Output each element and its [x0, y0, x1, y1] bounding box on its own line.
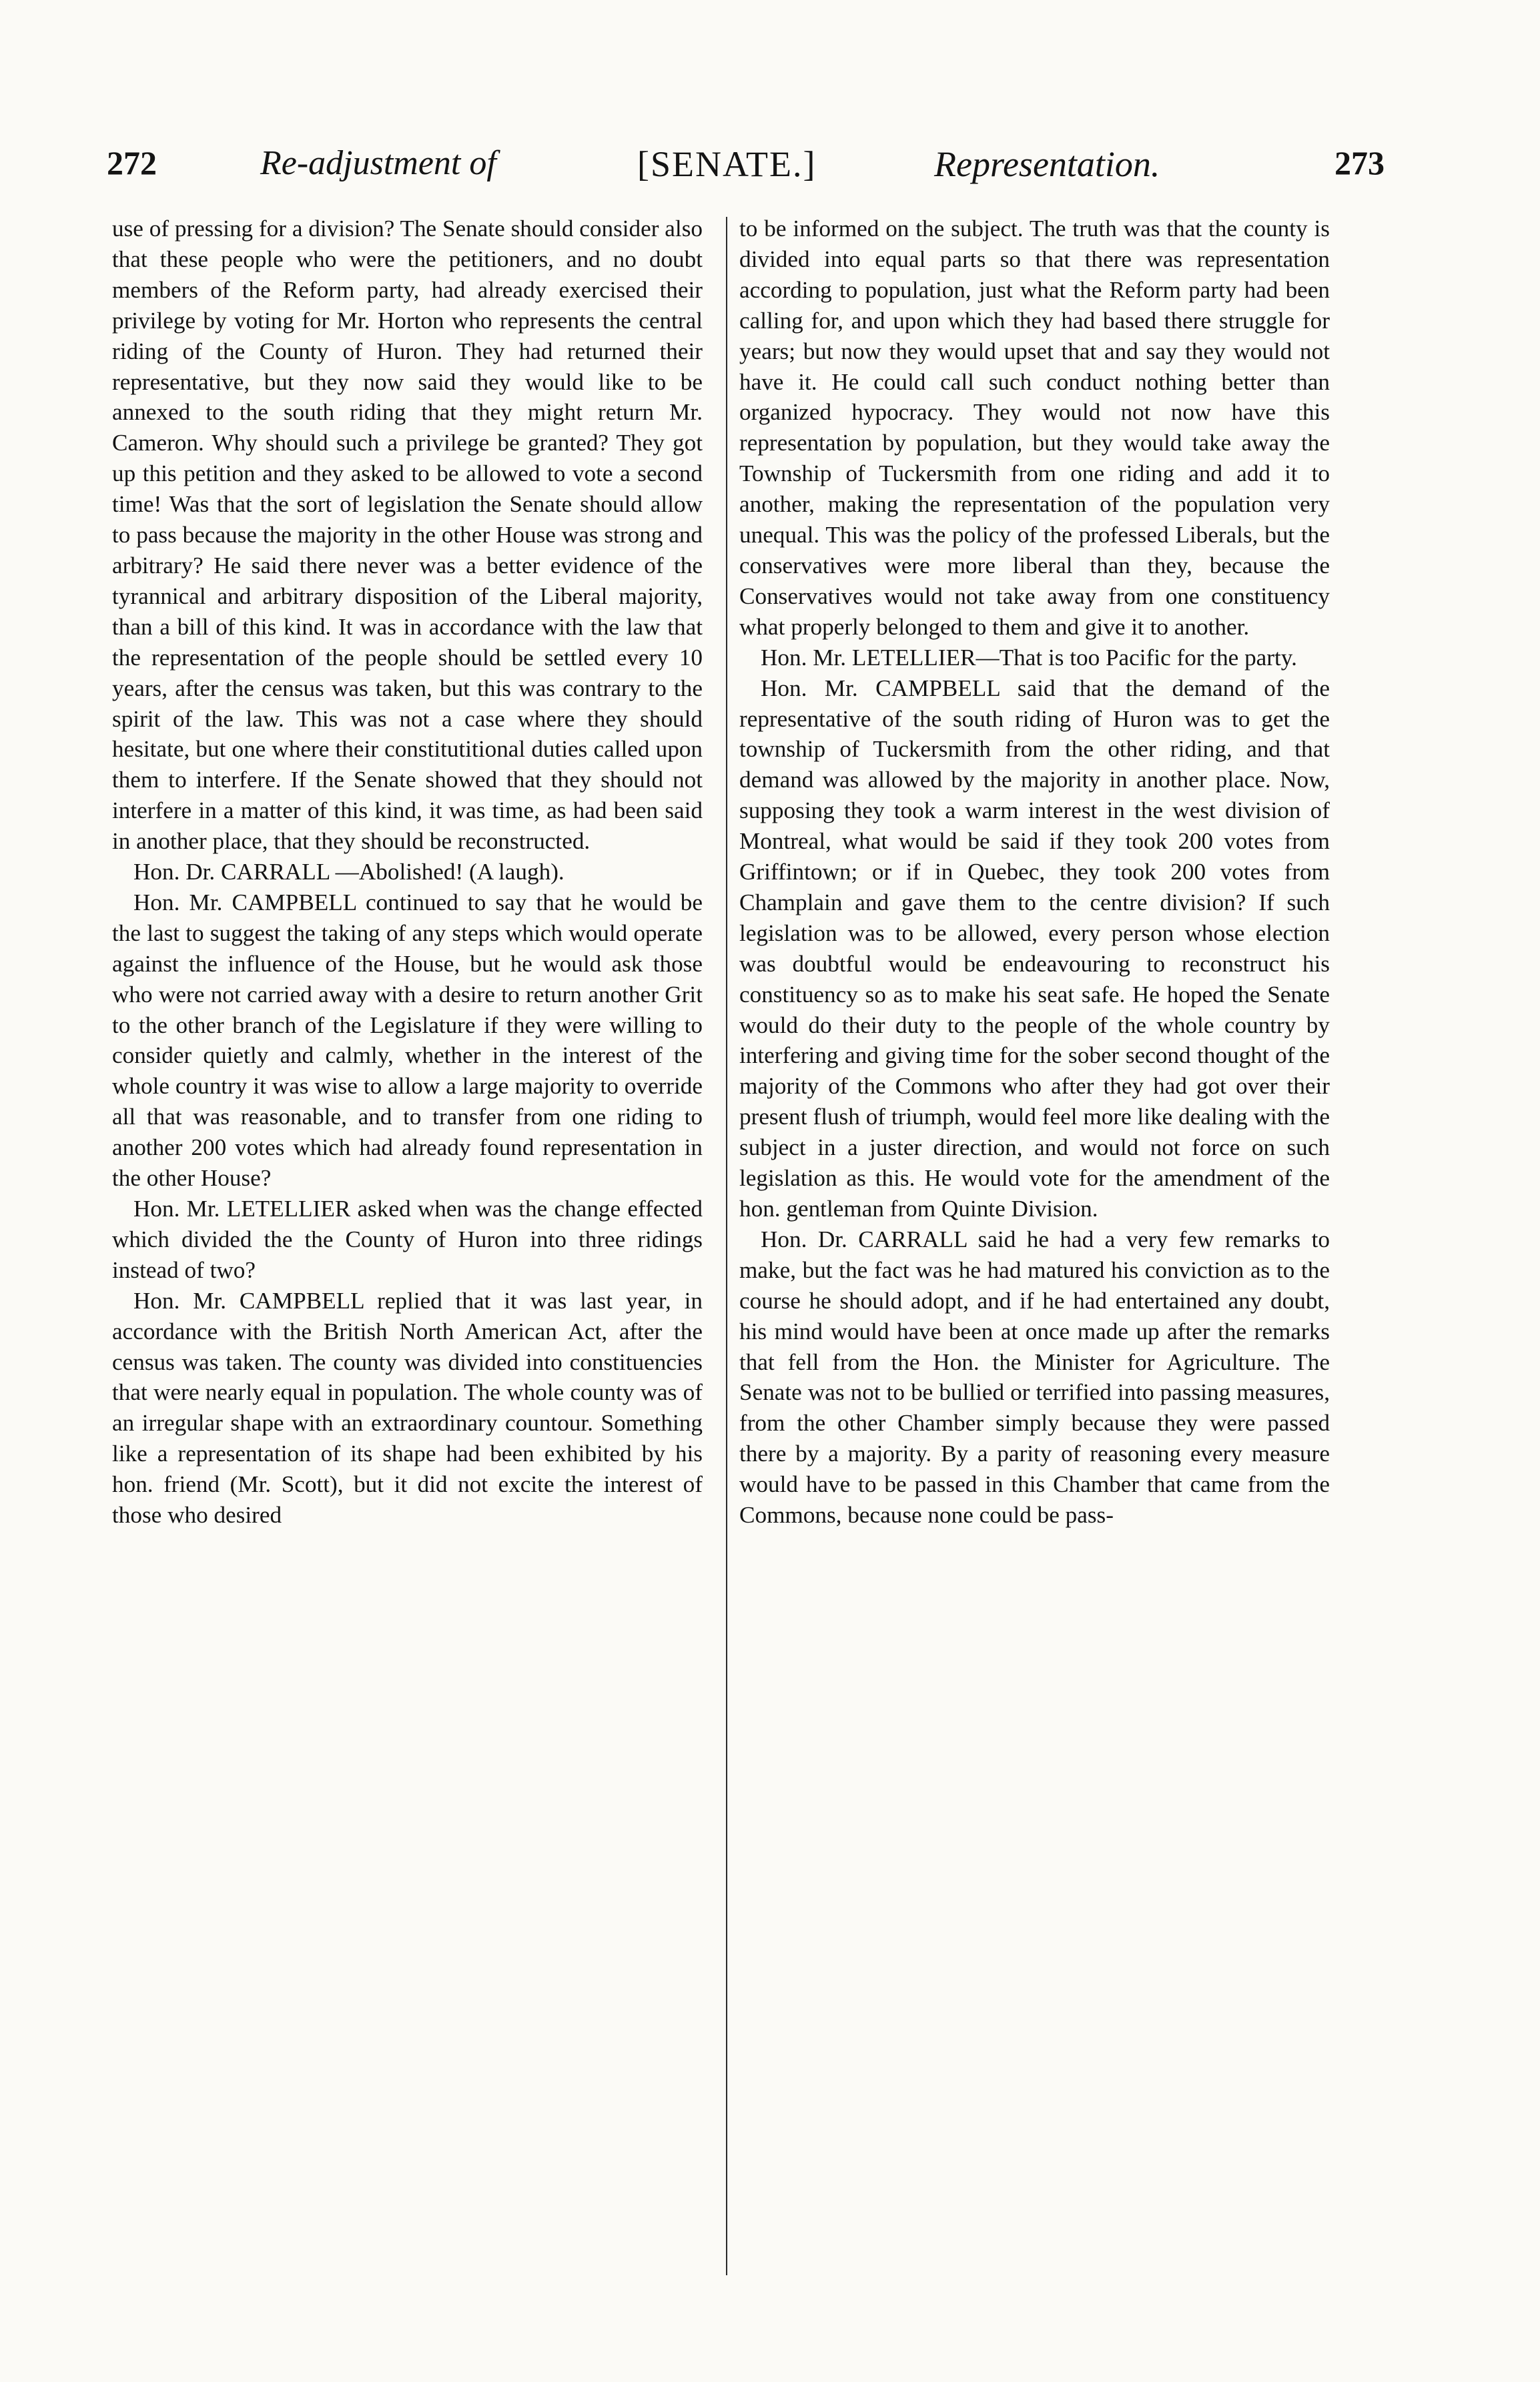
paragraph: Hon. Mr. CAMPBELL continued to say that he would be the last to suggest the taking of any steps which would operate against the influence of the House, but he would ask those who were not carried away with a desire to return another Grit to the other branch of the Legislature if they were willing to consider quietly and calmly, whether in the interest of the whole country it was wise to allow a large majority to override all that was reasonable, and to transfer from one riding to another 200 votes which had already found representation in the other House? — [112, 889, 703, 1192]
left-page-number: 272 — [107, 144, 157, 181]
paragraph: use of pressing for a division? The Senate should consider also that these people who were the petitioners, and no doubt members of the Reform party, had already exercised their privilege by voting for Mr. Horton who represents the central riding of the County of Huron. They had returned their representative, but they now said they would like to be annexed to the south riding that they might return Mr. Cameron. Why should such a privilege be granted? They got up this petition and they asked to be allowed to vote a second time! Was that the sort of legislation the Senate should allow to pass because the majority in the other House was strong and arbitrary? He said there never was a better evidence of the tyrannical and arbitrary disposition of the Liberal majority, than a bill of this kind. It was in accordance with the law that the representation of the people should be settled every 10 years, after the census was taken, but this was contrary to the spirit of the law. This was not a case where they should hesitate, but one where their constitutitional duties called upon them to interfere. If the Senate showed that they should not interfere in a matter of this kind, it was time, as had been said in another place, that they should be reconstructed. — [112, 216, 703, 855]
right-column — [739, 214, 1330, 1531]
paragraph: Hon. Dr. CARRALL —Abolished! (A laugh). — [133, 859, 564, 885]
running-head — [107, 143, 1385, 197]
paragraph: to be informed on the subject. The truth was that the county is divided into equal parts so that there was representation according to population, just what the Reform party had been calling for, and upon which they had based there struggle for years; but now they would upset that and say they would not have it. He could call such conduct nothing better than organized hypocracy. They would not now have this representation by population, but they would take away the Township of Tuckersmith from one riding and add it to another, making the representation of the population very unequal. This was the policy of the professed Liberals, but the conservatives were more liberal than they, because the Conservatives would not take away from one constituency what properly belonged to them and give it to another. — [739, 216, 1330, 640]
left-running-title: Re-adjustment of — [260, 144, 496, 182]
paragraph: Hon. Mr. CAMPBELL said that the demand of the representative of the south riding of Huron was to get the township of Tuckersmith from the other riding, and that demand was allowed by the majority in another place. Now, supposing they took a warm interest in the west division of Montreal, what would be said if they took 200 votes from Griffintown; or if in Quebec, they took 200 votes from Champlain and gave them to the centre division? If such legislation was to be allowed, every person whose election was doubtful would be endeavouring to reconstruct his constituency so as to make his seat safe. He hoped the Senate would do their duty to the people of the whole country by interfering and giving time for the sober second thought of the majority of the Commons who after they had got over their present flush of triumph, would feel more like dealing with the subject in a juster direction, and would not force on such legislation as this. He would vote for the amendment of the hon. gentleman from Quinte Division. — [739, 675, 1330, 1222]
left-column — [112, 214, 703, 1531]
paragraph: Hon. Mr. CAMPBELL replied that it was last year, in accordance with the British North American Act, after the census was taken. The county was divided into constituencies that were nearly equal in population. The whole county was of an irregular shape with an extraordinary countour. Something like a representation of its shape had been exhibited by his hon. friend (Mr. Scott), but it did not excite the interest of those who desired — [112, 1287, 703, 1529]
paragraph: Hon. Dr. CARRALL said he had a very few remarks to make, but the fact was he had matured his conviction as to the course he should adopt, and if he had entertained any doubt, his mind would have been at once made up after the remarks that fell from the Hon. the Minister for Agriculture. The Senate was not to be bullied or terrified into passing measures, from the other Chamber simply because they were passed there by a majority. By a parity of reasoning every measure would have to be passed in this Chamber that came from the Commons, because none could be pass- — [739, 1226, 1330, 1529]
chamber-title: [SENATE.] — [637, 144, 817, 184]
right-page-number: 273 — [1334, 144, 1385, 181]
paragraph: Hon. Mr. LETELLIER—That is too Pacific for the party. — [761, 644, 1297, 671]
column-divider — [726, 217, 727, 2275]
paragraph: Hon. Mr. LETELLIER asked when was the change effected which divided the the County of Huron into three ridings instead of two? — [112, 1196, 703, 1283]
right-running-title: Representation. — [934, 144, 1160, 184]
